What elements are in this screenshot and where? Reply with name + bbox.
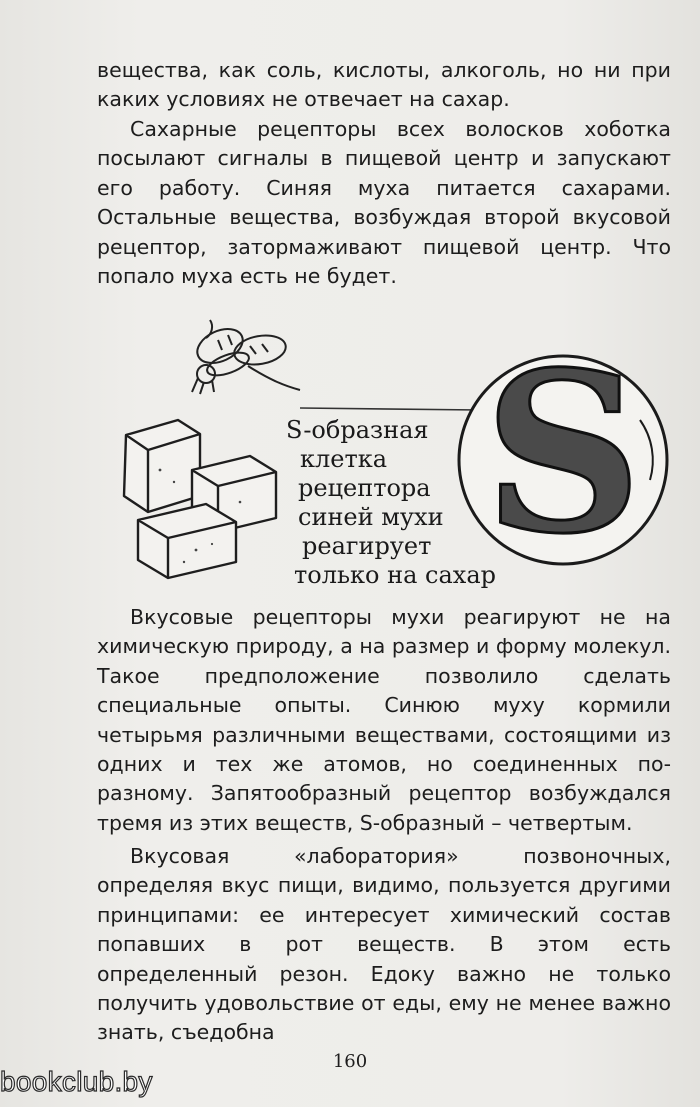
page-number: 160	[332, 1051, 368, 1072]
caption-line: только на сахар	[294, 561, 497, 589]
sugar-cubes-icon	[124, 420, 276, 578]
caption-line: рецептора	[298, 474, 431, 502]
caption-line: синей мухи	[298, 503, 444, 531]
s-letter: S	[483, 323, 643, 582]
paragraph-3: Вкусовые рецепторы мухи реагируют не на химическую природу, а на размер и форму молекул. Такое предположение позволило сделать специальные опыты. Синюю муху кормили четырьмя различными веществами, состоящими из одних и тех же атомов, но соединенных по-разному. Запятообразный рецептор возбуждался тремя из этих веществ, S-образный – четвертым.	[97, 605, 671, 835]
caption-line: клетка	[300, 445, 388, 473]
fly-icon	[192, 320, 300, 394]
caption-line: реагирует	[302, 532, 432, 560]
paragraph-1: вещества, как соль, кислоты, алкоголь, но ни при каких условиях не отвечает на сахар.	[97, 58, 671, 112]
paragraph-2: Сахарные рецепторы всех волосков хоботка посылают сигналы в пищевой центр и запускают его работу. Синяя муха питается сахарами. Остальные вещества, возбуждая второй вкусовой рецептор, затормаживают пищевой центр. Что попало муха есть не будет.	[97, 117, 671, 289]
paragraph-4: Вкусовая «лаборатория» позвоночных, определяя вкус пищи, видимо, пользуется другими принципами: ее интересует химический состав попавших в рот веществ. В этом есть определенный резон. Едоку важно не только получить удовольствие от еды, ему не менее важно знать, съедобна	[97, 844, 671, 1045]
watermark: bookclub.by	[0, 1066, 153, 1097]
pointer-line	[300, 408, 480, 410]
figure-caption	[286, 416, 496, 590]
illustration	[100, 300, 680, 590]
caption-line: S-образная	[286, 416, 429, 444]
